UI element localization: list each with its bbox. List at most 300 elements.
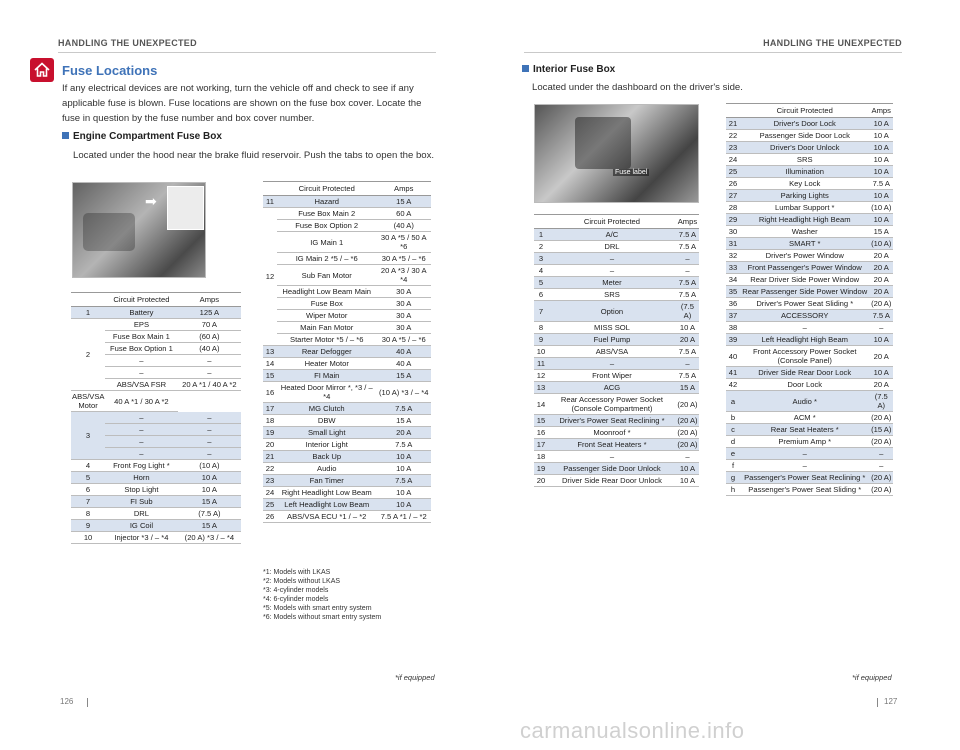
- circuit-cell: Rear Seat Heaters *: [740, 424, 869, 436]
- fuse-number: 10: [71, 532, 105, 544]
- amps-cell: –: [869, 322, 893, 334]
- left-page-header: HANDLING THE UNEXPECTED: [58, 38, 197, 48]
- amps-cell: (20 A): [677, 416, 698, 425]
- fuse-number: 34: [726, 274, 740, 286]
- fuse-number: 9: [71, 520, 105, 532]
- table-row: [726, 472, 893, 484]
- fuse-number: 4: [534, 265, 548, 277]
- table-row: [263, 358, 431, 370]
- amps-cell: 20 A: [869, 274, 893, 286]
- fuse-number: 17: [263, 403, 277, 415]
- table-header-row: [534, 215, 699, 229]
- fuse-number: 3: [534, 253, 548, 265]
- amps-cell: 7.5 A: [376, 439, 431, 451]
- circuit-cell: Passenger Side Door Unlock: [548, 463, 676, 475]
- circuit-cell: Rear Driver Side Power Window: [740, 274, 869, 286]
- fuse-number: a: [726, 391, 740, 412]
- circuit-cell: –: [740, 322, 869, 334]
- circuit-cell: DRL: [548, 241, 676, 253]
- circuit-cell: Front Fog Light *: [105, 460, 178, 472]
- circuit-cell: Rear Passenger Side Power Window: [740, 286, 869, 298]
- right-page-header: HANDLING THE UNEXPECTED: [763, 38, 902, 48]
- circuit-cell: Driver's Door Unlock: [740, 142, 869, 154]
- amps-cell: (20 A): [677, 440, 698, 449]
- table-row: [726, 178, 893, 190]
- home-icon[interactable]: [30, 58, 54, 82]
- circuit-cell: –: [105, 355, 178, 367]
- table-row: [263, 427, 431, 439]
- fuse-number: 42: [726, 379, 740, 391]
- fuse-number: 26: [263, 511, 277, 523]
- amps-cell: (20 A) *3 / – *4: [178, 532, 241, 544]
- amps-cell: 10 A: [676, 475, 699, 487]
- table-row: [726, 250, 893, 262]
- circuit-cell: Battery: [105, 307, 178, 319]
- amps-cell: 20 A: [869, 346, 893, 367]
- amps-cell: –: [178, 448, 241, 460]
- fuse-number: 40: [726, 346, 740, 367]
- fuse-number: 25: [726, 166, 740, 178]
- column-header-amps: Amps: [376, 182, 431, 196]
- circuit-cell: IG Main 1: [277, 232, 376, 253]
- amps-cell: 20 A: [869, 262, 893, 274]
- circuit-cell: A/C: [548, 229, 676, 241]
- circuit-cell: Key Lock: [740, 178, 869, 190]
- table-row: [263, 439, 431, 451]
- amps-cell: (40 A): [376, 220, 431, 232]
- circuit-cell: Rear Accessory Power Socket (Console Compartment): [548, 394, 676, 415]
- fuse-number: 2: [71, 319, 105, 391]
- table-row: [726, 202, 893, 214]
- amps-cell: 20 A: [869, 379, 893, 391]
- fuse-number: 31: [726, 238, 740, 250]
- column-header-number: [263, 182, 277, 196]
- table-row: [263, 346, 431, 358]
- fuse-number: 5: [534, 277, 548, 289]
- circuit-cell: Driver's Power Seat Reclining *: [548, 415, 676, 427]
- table-row: [726, 334, 893, 346]
- table-header-row: [71, 293, 241, 307]
- fuse-number: 19: [263, 427, 277, 439]
- table-row: [534, 253, 699, 265]
- amps-cell: (10 A): [178, 460, 241, 472]
- fuse-number: 8: [534, 322, 548, 334]
- table-row: [263, 463, 431, 475]
- column-header-circuit: Circuit Protected: [740, 104, 869, 118]
- circuit-cell: Injector *3 / – *4: [105, 532, 178, 544]
- amps-cell: (20 A): [871, 437, 892, 446]
- footnote: *2: Models without LKAS: [263, 578, 341, 585]
- fuse-number: 38: [726, 322, 740, 334]
- circuit-cell: ABS/VSA: [548, 346, 676, 358]
- table-row: [263, 196, 431, 208]
- table-row: [263, 232, 431, 253]
- table-row: [534, 451, 699, 463]
- footnote: *1: Models with LKAS: [263, 569, 331, 576]
- fuse-number: 11: [534, 358, 548, 370]
- interior-fuse-table-2: [726, 103, 893, 496]
- fuse-number: 23: [263, 475, 277, 487]
- table-row: [534, 415, 699, 427]
- amps-cell: 40 A: [376, 346, 431, 358]
- amps-cell: 125 A: [178, 307, 241, 319]
- fuse-number: 28: [726, 202, 740, 214]
- table-row: [534, 358, 699, 370]
- circuit-cell: Driver Side Rear Door Unlock: [548, 475, 676, 487]
- table-row: [263, 322, 431, 334]
- circuit-cell: Main Fan Motor: [277, 322, 376, 334]
- fuse-number: 39: [726, 334, 740, 346]
- fuse-number: 4: [71, 460, 105, 472]
- circuit-cell: SMART *: [740, 238, 869, 250]
- amps-cell: –: [178, 355, 241, 367]
- circuit-cell: Front Wiper: [548, 370, 676, 382]
- amps-cell: 10 A: [376, 487, 431, 499]
- amps-cell: 7.5 A: [676, 277, 699, 289]
- interior-section-text: Located under the dashboard on the driver's side.: [532, 82, 743, 93]
- fuse-number: 11: [263, 196, 277, 208]
- circuit-cell: SRS: [740, 154, 869, 166]
- circuit-cell: Heater Motor: [277, 358, 376, 370]
- amps-cell: 10 A: [376, 499, 431, 511]
- table-row: [726, 190, 893, 202]
- circuit-cell: Driver's Power Seat Sliding *: [740, 298, 869, 310]
- circuit-cell: DBW: [277, 415, 376, 427]
- amps-cell: 10 A: [869, 130, 893, 142]
- engine-fuse-table-1: [71, 292, 241, 544]
- footnote: *6: Models without smart entry system: [263, 614, 382, 621]
- table-row: [726, 262, 893, 274]
- amps-cell: 30 A *5 / – *6: [376, 334, 431, 346]
- table-row: [263, 310, 431, 322]
- circuit-cell: EPS: [105, 319, 178, 331]
- table-row: [726, 391, 893, 412]
- circuit-cell: Moonroof *: [548, 427, 676, 439]
- fuse-number: 22: [726, 130, 740, 142]
- amps-cell: 10 A: [869, 166, 893, 178]
- engine-bay-shape: [83, 213, 135, 251]
- table-row: [263, 487, 431, 499]
- circuit-cell: Meter: [548, 277, 676, 289]
- circuit-cell: –: [105, 424, 178, 436]
- table-row: [263, 511, 431, 523]
- amps-cell: (20 A): [871, 413, 892, 422]
- fuse-number: 12: [263, 208, 277, 346]
- table-row: [726, 436, 893, 448]
- circuit-cell: MG Clutch: [277, 403, 376, 415]
- fuse-number: 18: [263, 415, 277, 427]
- fuse-box-callout: [167, 186, 204, 230]
- amps-cell: 10 A: [376, 463, 431, 475]
- table-row: [71, 472, 241, 484]
- if-equipped-note-right: *if equipped: [852, 673, 892, 682]
- circuit-cell: Fuse Box Option 2: [277, 220, 376, 232]
- amps-cell: 15 A: [376, 196, 431, 208]
- amps-cell: 20 A *3 / 30 A *4: [376, 265, 431, 286]
- circuit-cell: Heated Door Mirror *, *3 / – *4: [277, 382, 376, 403]
- table-row: [263, 253, 431, 265]
- table-row: [534, 265, 699, 277]
- table-row: [534, 439, 699, 451]
- amps-cell: –: [676, 358, 699, 370]
- circuit-cell: Washer: [740, 226, 869, 238]
- fuse-number: 9: [534, 334, 548, 346]
- table-row: [534, 322, 699, 334]
- amps-cell: 10 A: [869, 118, 893, 130]
- circuit-cell: Right Headlight High Beam: [740, 214, 869, 226]
- amps-cell: 15 A: [178, 520, 241, 532]
- amps-cell: (20 A): [871, 299, 892, 308]
- fuse-panel-shape: [575, 117, 631, 169]
- amps-cell: 60 A: [376, 208, 431, 220]
- interior-fuse-box-photo: [534, 104, 699, 203]
- table-row: [263, 403, 431, 415]
- fuse-number: 15: [534, 415, 548, 427]
- circuit-cell: Stop Light: [105, 484, 178, 496]
- column-header-amps: Amps: [676, 215, 699, 229]
- amps-cell: 10 A: [676, 322, 699, 334]
- amps-cell: 20 A: [869, 286, 893, 298]
- table-row: [263, 298, 431, 310]
- fuse-number: 16: [534, 427, 548, 439]
- table-row: [726, 424, 893, 436]
- fuse-number: 32: [726, 250, 740, 262]
- amps-cell: –: [869, 460, 893, 472]
- table-row: [726, 310, 893, 322]
- circuit-cell: Rear Defogger: [277, 346, 376, 358]
- table-row: [263, 334, 431, 346]
- fuse-number: f: [726, 460, 740, 472]
- fuse-number: 10: [534, 346, 548, 358]
- table-row: [726, 484, 893, 496]
- circuit-cell: –: [105, 436, 178, 448]
- amps-cell: –: [178, 436, 241, 448]
- fuse-number: 18: [534, 451, 548, 463]
- circuit-cell: Illumination: [740, 166, 869, 178]
- table-row: [726, 226, 893, 238]
- fuse-number: d: [726, 436, 740, 448]
- table-row: [534, 394, 699, 415]
- table-row: [71, 484, 241, 496]
- circuit-cell: Fuse Box Main 2: [277, 208, 376, 220]
- footnote: *3: 4-cylinder models: [263, 587, 329, 594]
- circuit-cell: Audio *: [740, 391, 869, 412]
- amps-cell: –: [178, 367, 241, 379]
- amps-cell: 20 A: [869, 250, 893, 262]
- table-row: [263, 475, 431, 487]
- fuse-number: 36: [726, 298, 740, 310]
- amps-cell: (15 A): [871, 425, 892, 434]
- circuit-cell: Fuse Box Option 1: [105, 343, 178, 355]
- circuit-cell: IG Main 2 *5 / – *6: [277, 253, 376, 265]
- left-header-rule: [58, 52, 436, 53]
- amps-cell: –: [676, 451, 699, 463]
- table-row: [726, 142, 893, 154]
- table-row: [726, 460, 893, 472]
- amps-cell: (7.5 A): [676, 301, 699, 322]
- amps-cell: (10 A): [871, 203, 892, 212]
- amps-cell: 10 A: [869, 142, 893, 154]
- fuse-number: 26: [726, 178, 740, 190]
- amps-cell: 10 A: [869, 334, 893, 346]
- table-row: [726, 322, 893, 334]
- fuse-number: 21: [263, 451, 277, 463]
- circuit-cell: Front Passenger's Power Window: [740, 262, 869, 274]
- circuit-cell: Small Light: [277, 427, 376, 439]
- circuit-cell: Front Seat Heaters *: [548, 439, 676, 451]
- amps-cell: 10 A: [178, 484, 241, 496]
- fuse-number: 13: [534, 382, 548, 394]
- circuit-cell: ACCESSORY: [740, 310, 869, 322]
- circuit-cell: Sub Fan Motor: [277, 265, 376, 286]
- intro-paragraph: If any electrical devices are not working, turn the vehicle off and check to see if any applicable fuse is blown. Fuse locations are shown on the fuse box cover. Locate the fuse in question by the fuse number and box cover number.: [62, 83, 422, 124]
- amps-cell: 10 A: [869, 190, 893, 202]
- fuse-number: 13: [263, 346, 277, 358]
- amps-cell: 40 A *1 / 30 A *2: [105, 391, 178, 412]
- circuit-cell: Hazard: [277, 196, 376, 208]
- circuit-cell: –: [548, 451, 676, 463]
- section-marker-icon: [522, 65, 529, 72]
- table-row: [71, 460, 241, 472]
- amps-cell: 10 A: [869, 214, 893, 226]
- table-row: [534, 334, 699, 346]
- fuse-number: 41: [726, 367, 740, 379]
- circuit-cell: Horn: [105, 472, 178, 484]
- amps-cell: 30 A: [376, 298, 431, 310]
- table-row: [726, 238, 893, 250]
- amps-cell: 10 A: [178, 472, 241, 484]
- fuse-number: 3: [71, 412, 105, 460]
- amps-cell: 30 A *5 / 50 A *6: [376, 232, 431, 253]
- fuse-number: 24: [726, 154, 740, 166]
- fuse-number: 19: [534, 463, 548, 475]
- amps-cell: (20 A): [871, 485, 892, 494]
- circuit-cell: Option: [548, 301, 676, 322]
- fuse-number: 1: [71, 307, 105, 319]
- table-row: [71, 496, 241, 508]
- circuit-cell: Passenger's Power Seat Reclining *: [740, 472, 869, 484]
- fuse-number: 16: [263, 382, 277, 403]
- column-header-number: [534, 215, 548, 229]
- circuit-cell: ABS/VSA FSR: [105, 379, 178, 391]
- table-row: [534, 229, 699, 241]
- fuse-number: 15: [263, 370, 277, 382]
- amps-cell: 15 A: [376, 370, 431, 382]
- amps-cell: 7.5 A: [376, 475, 431, 487]
- circuit-cell: Headlight Low Beam Main: [277, 286, 376, 298]
- fuse-number: 37: [726, 310, 740, 322]
- amps-cell: –: [178, 424, 241, 436]
- fuse-number: 5: [71, 472, 105, 484]
- fuse-number: g: [726, 472, 740, 484]
- column-header-circuit: Circuit Protected: [277, 182, 376, 196]
- watermark: carmanualsonline.info: [520, 718, 745, 743]
- amps-cell: 30 A *5 / – *6: [376, 253, 431, 265]
- amps-cell: (20 A): [676, 394, 699, 415]
- circuit-cell: Fan Timer: [277, 475, 376, 487]
- circuit-cell: Premium Amp *: [740, 436, 869, 448]
- table-row: [726, 274, 893, 286]
- fuse-number: 2: [534, 241, 548, 253]
- amps-cell: 7.5 A: [676, 346, 699, 358]
- table-row: [263, 499, 431, 511]
- fuse-number: 6: [71, 484, 105, 496]
- amps-cell: 15 A: [676, 382, 699, 394]
- fuse-number: 22: [263, 463, 277, 475]
- amps-cell: (10 A): [871, 239, 892, 248]
- page-number-right: 127: [884, 697, 898, 706]
- circuit-cell: –: [105, 448, 178, 460]
- circuit-cell: Audio: [277, 463, 376, 475]
- footnote: *5: Models with smart entry system: [263, 605, 372, 612]
- amps-cell: 7.5 A: [376, 403, 431, 415]
- circuit-cell: ACM *: [740, 412, 869, 424]
- circuit-cell: Fuel Pump: [548, 334, 676, 346]
- table-row: [726, 214, 893, 226]
- table-header-row: [263, 182, 431, 196]
- table-row: [263, 265, 431, 286]
- table-row: [534, 346, 699, 358]
- amps-cell: 10 A: [869, 367, 893, 379]
- fuse-label-callout: Fuse label: [615, 169, 648, 176]
- table-row: [534, 301, 699, 322]
- footnote: *4: 6-cylinder models: [263, 596, 329, 603]
- amps-cell: 7.5 A *1 / – *2: [376, 511, 431, 523]
- fuse-number: 24: [263, 487, 277, 499]
- amps-cell: 70 A: [178, 319, 241, 331]
- amps-cell: 30 A: [376, 322, 431, 334]
- fuse-number: 23: [726, 142, 740, 154]
- table-row: [726, 379, 893, 391]
- fuse-number: 14: [263, 358, 277, 370]
- table-row: [534, 289, 699, 301]
- circuit-cell: FI Main: [277, 370, 376, 382]
- table-row: [263, 451, 431, 463]
- table-row: [726, 346, 893, 367]
- fuse-number: 20: [263, 439, 277, 451]
- circuit-cell: Back Up: [277, 451, 376, 463]
- page-number-separator: [87, 698, 88, 707]
- circuit-cell: IG Coil: [105, 520, 178, 532]
- table-row: [71, 520, 241, 532]
- amps-cell: (7.5 A): [869, 391, 893, 412]
- table-row: [263, 415, 431, 427]
- table-row: [726, 130, 893, 142]
- table-row: [263, 286, 431, 298]
- amps-cell: (7.5 A): [178, 508, 241, 520]
- circuit-cell: FI Sub: [105, 496, 178, 508]
- page-number-separator: [877, 698, 878, 707]
- interior-fuse-table-1: [534, 214, 699, 487]
- column-header-number: [71, 293, 105, 307]
- circuit-cell: Passenger's Power Seat Sliding *: [740, 484, 869, 496]
- section-marker-icon: [62, 132, 69, 139]
- amps-cell: 40 A: [376, 358, 431, 370]
- amps-cell: 7.5 A: [869, 310, 893, 322]
- circuit-cell: –: [548, 265, 676, 277]
- amps-cell: 20 A: [376, 427, 431, 439]
- interior-section-heading: Interior Fuse Box: [522, 64, 615, 75]
- table-row: [726, 367, 893, 379]
- table-row: [263, 382, 431, 403]
- table-row: [534, 463, 699, 475]
- engine-fuse-table-2: [263, 181, 431, 523]
- circuit-cell: Driver Side Rear Door Lock: [740, 367, 869, 379]
- table-row: [726, 448, 893, 460]
- table-row: [534, 277, 699, 289]
- fuse-number: 33: [726, 262, 740, 274]
- amps-cell: 15 A: [178, 496, 241, 508]
